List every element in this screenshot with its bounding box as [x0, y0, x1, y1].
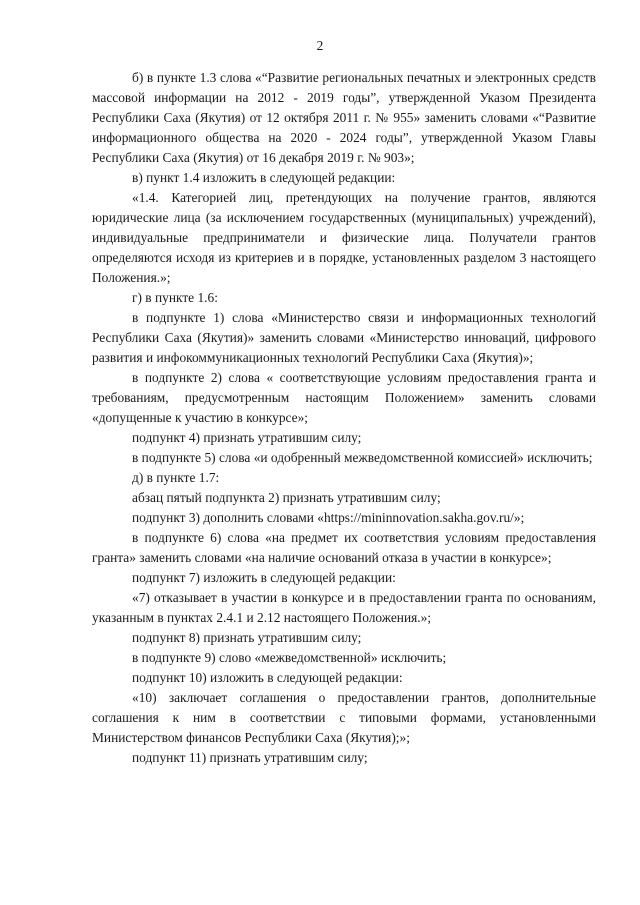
- paragraph: подпункт 3) дополнить словами «https://mininnovation.sakha.gov.ru/»;: [132, 510, 525, 525]
- paragraph: абзац пятый подпункта 2) признать утратившим силу;: [132, 490, 441, 505]
- paragraph: подпункт 7) изложить в следующей редакции:: [132, 570, 396, 585]
- paragraph: «10) заключает соглашения о предоставлении грантов, дополнительные соглашения к ним в соответствии с типовыми формами, установленными Министерством финансов Республики Саха (Якутия);»;: [92, 690, 596, 745]
- paragraph: в подпункте 1) слова «Министерство связи и информационных технологий Республики Саха (Якутия)» заменить словами «Министерство инноваций, цифрового развития и инфокоммуникационных технологий Республики Саха (Якутия)»;: [92, 310, 596, 365]
- page-number: 2: [316, 38, 324, 53]
- paragraph: подпункт 11) признать утратившим силу;: [132, 750, 368, 765]
- paragraph: «7) отказывает в участии в конкурсе и в предоставлении гранта по основаниям, указанным в пунктах 2.4.1 и 2.12 настоящего Положения.»;: [92, 590, 596, 625]
- paragraph: подпункт 10) изложить в следующей редакции:: [132, 670, 403, 685]
- paragraph: в подпункте 5) слова «и одобренный межведомственной комиссией» исключить;: [132, 450, 593, 465]
- paragraph: в) пункт 1.4 изложить в следующей редакции:: [132, 170, 396, 185]
- paragraph: в подпункте 2) слова « соответствующие условиям предоставления гранта и требованиям, предусмотренным настоящим Положением» заменить словами «допущенные к участию в конкурсе»;: [92, 370, 596, 425]
- paragraph: д) в пункте 1.7:: [132, 470, 220, 485]
- paragraph: в подпункте 9) слово «межведомственной» исключить;: [132, 650, 447, 665]
- paragraph: подпункт 8) признать утратившим силу;: [132, 630, 362, 645]
- paragraph: в подпункте 6) слова «на предмет их соответствия условиям предоставления гранта» заменить словами «на наличие оснований отказа в участии в конкурсе»;: [92, 530, 596, 565]
- paragraph: подпункт 4) признать утратившим силу;: [132, 430, 362, 445]
- paragraph: г) в пункте 1.6:: [132, 290, 218, 305]
- paragraph: «1.4. Категорией лиц, претендующих на получение грантов, являются юридические лица (за исключением государственных (муниципальных) учреждений), индивидуальные предприниматели и физические лица. Получатели грантов определяются исходя из критериев и в порядке, установленных разделом 3 настоящего Положения.»;: [92, 190, 596, 285]
- paragraph: б) в пункте 1.3 слова «“Развитие региональных печатных и электронных средств массовой информации на 2012 - 2019 годы”, утвержденной Указом Президента Республики Саха (Якутия) от 12 октября 2011 г. № 955» заменить словами «“Развитие информационного общества на 2020 - 2024 годы”, утвержденной Указом Главы Республики Саха (Якутия) от 16 декабря 2019 г. № 903»;: [92, 70, 596, 165]
- document-body: [92, 68, 596, 768]
